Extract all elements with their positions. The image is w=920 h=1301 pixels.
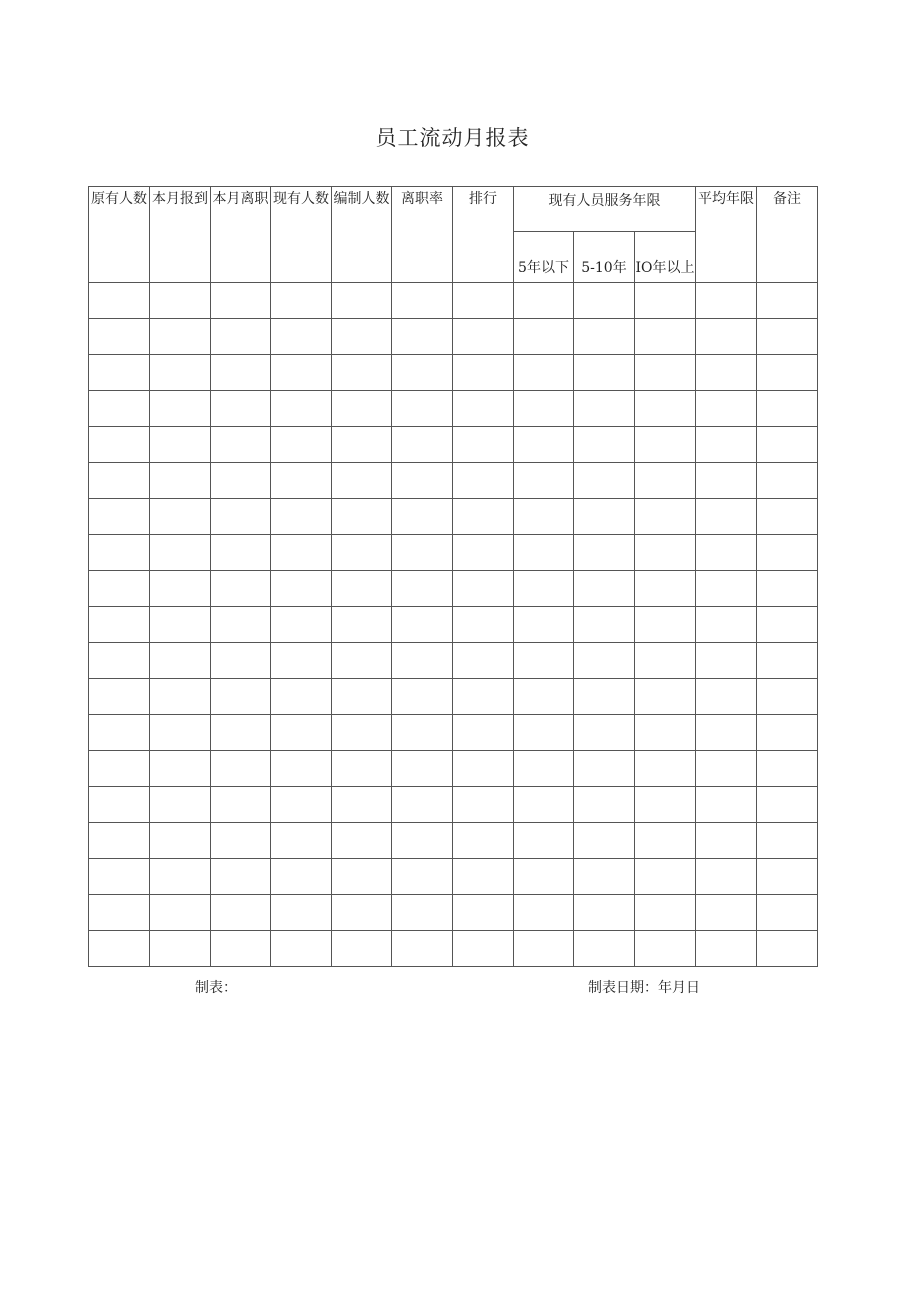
table-cell[interactable]	[392, 427, 453, 463]
table-cell[interactable]	[392, 571, 453, 607]
table-cell[interactable]	[211, 715, 271, 751]
table-cell[interactable]	[392, 715, 453, 751]
table-cell[interactable]	[332, 715, 392, 751]
table-cell[interactable]	[211, 463, 271, 499]
table-cell[interactable]	[392, 283, 453, 319]
table-cell[interactable]	[453, 283, 514, 319]
table-cell[interactable]	[332, 535, 392, 571]
table-cell[interactable]	[392, 499, 453, 535]
table-cell[interactable]	[392, 319, 453, 355]
table-row	[89, 535, 818, 571]
table-cell[interactable]	[757, 787, 818, 823]
prepared-by-label: 制表：	[195, 980, 237, 996]
table-cell[interactable]	[211, 859, 271, 895]
table-cell[interactable]	[574, 463, 635, 499]
table-cell[interactable]	[453, 823, 514, 859]
header-average-years: 平均年限	[696, 187, 757, 283]
table-cell[interactable]	[757, 355, 818, 391]
table-cell[interactable]	[89, 283, 150, 319]
table-cell[interactable]	[453, 427, 514, 463]
header-original-count: 原有人数	[89, 187, 150, 283]
table-cell[interactable]	[453, 391, 514, 427]
table-cell[interactable]	[211, 751, 271, 787]
table-cell[interactable]	[635, 391, 696, 427]
table-cell[interactable]	[150, 571, 211, 607]
table-cell[interactable]	[89, 427, 150, 463]
table-cell[interactable]	[392, 607, 453, 643]
table-cell[interactable]	[574, 787, 635, 823]
table-cell[interactable]	[757, 643, 818, 679]
table-cell[interactable]	[574, 499, 635, 535]
header-remarks: 备注	[757, 187, 818, 283]
table-cell[interactable]	[150, 463, 211, 499]
table-cell[interactable]	[332, 679, 392, 715]
table-cell[interactable]	[696, 283, 757, 319]
table-cell[interactable]	[635, 427, 696, 463]
table-cell[interactable]	[332, 787, 392, 823]
header-ranking: 排行	[453, 187, 514, 283]
table-cell[interactable]	[635, 283, 696, 319]
table-cell[interactable]	[89, 679, 150, 715]
header-staffing-count: 编制人数	[332, 187, 392, 283]
table-cell[interactable]	[392, 355, 453, 391]
table-cell[interactable]	[514, 859, 574, 895]
table-cell[interactable]	[150, 787, 211, 823]
table-cell[interactable]	[574, 607, 635, 643]
table-cell[interactable]	[757, 283, 818, 319]
table-cell[interactable]	[332, 895, 392, 931]
table-cell[interactable]	[271, 607, 332, 643]
header-turnover-rate: 离职率	[392, 187, 453, 283]
table-cell[interactable]	[635, 355, 696, 391]
table-cell[interactable]	[89, 751, 150, 787]
table-cell[interactable]	[696, 463, 757, 499]
table-row	[89, 355, 818, 391]
table-cell[interactable]	[150, 427, 211, 463]
table-cell[interactable]	[696, 787, 757, 823]
table-row	[89, 283, 818, 319]
table-cell[interactable]	[271, 895, 332, 931]
table-cell[interactable]	[757, 463, 818, 499]
table-cell[interactable]	[332, 463, 392, 499]
table-cell[interactable]	[757, 319, 818, 355]
table-cell[interactable]	[211, 823, 271, 859]
table-cell[interactable]	[757, 571, 818, 607]
table-cell[interactable]	[150, 931, 211, 967]
table-cell[interactable]	[574, 643, 635, 679]
table-cell[interactable]	[453, 319, 514, 355]
table-cell[interactable]	[696, 319, 757, 355]
table-cell[interactable]	[271, 319, 332, 355]
table-cell[interactable]	[635, 499, 696, 535]
table-cell[interactable]	[696, 427, 757, 463]
table-cell[interactable]	[635, 319, 696, 355]
table-cell[interactable]	[150, 643, 211, 679]
table-cell[interactable]	[696, 355, 757, 391]
table-cell[interactable]	[271, 931, 332, 967]
table-cell[interactable]	[635, 823, 696, 859]
table-row	[89, 499, 818, 535]
table-row	[89, 931, 818, 967]
table-cell[interactable]	[332, 319, 392, 355]
table-cell[interactable]	[392, 463, 453, 499]
table-cell[interactable]	[696, 391, 757, 427]
table-cell[interactable]	[453, 499, 514, 535]
table-cell[interactable]	[271, 823, 332, 859]
table-cell[interactable]	[150, 535, 211, 571]
table-cell[interactable]	[271, 427, 332, 463]
table-cell[interactable]	[392, 643, 453, 679]
table-cell[interactable]	[757, 859, 818, 895]
header-service-years-group: 现有人员服务年限	[514, 187, 696, 232]
table-cell[interactable]	[271, 571, 332, 607]
table-row	[89, 463, 818, 499]
table-cell[interactable]	[271, 391, 332, 427]
table-cell[interactable]	[514, 715, 574, 751]
table-cell[interactable]	[514, 535, 574, 571]
table-cell[interactable]	[211, 427, 271, 463]
table-cell[interactable]	[392, 679, 453, 715]
table-cell[interactable]	[150, 319, 211, 355]
table-cell[interactable]	[150, 391, 211, 427]
table-cell[interactable]	[150, 823, 211, 859]
table-cell[interactable]	[514, 679, 574, 715]
table-cell[interactable]	[514, 499, 574, 535]
table-cell[interactable]	[514, 751, 574, 787]
table-cell[interactable]	[574, 427, 635, 463]
table-cell[interactable]	[696, 535, 757, 571]
table-cell[interactable]	[89, 787, 150, 823]
table-cell[interactable]	[453, 355, 514, 391]
table-cell[interactable]	[332, 355, 392, 391]
table-cell[interactable]	[574, 679, 635, 715]
table-cell[interactable]	[635, 751, 696, 787]
table-cell[interactable]	[696, 895, 757, 931]
header-row	[89, 187, 818, 232]
table-cell[interactable]	[392, 895, 453, 931]
table-cell[interactable]	[211, 931, 271, 967]
table-cell[interactable]	[453, 787, 514, 823]
table-cell[interactable]	[635, 931, 696, 967]
table-cell[interactable]	[635, 643, 696, 679]
table-cell[interactable]	[89, 391, 150, 427]
table-cell[interactable]	[271, 751, 332, 787]
table-cell[interactable]	[453, 571, 514, 607]
table-cell[interactable]	[392, 391, 453, 427]
table-cell[interactable]	[211, 571, 271, 607]
table-cell[interactable]	[696, 607, 757, 643]
table-cell[interactable]	[757, 391, 818, 427]
table-cell[interactable]	[574, 931, 635, 967]
table-cell[interactable]	[453, 751, 514, 787]
table-cell[interactable]	[271, 643, 332, 679]
table-cell[interactable]	[271, 355, 332, 391]
table-cell[interactable]	[574, 823, 635, 859]
table-cell[interactable]	[696, 823, 757, 859]
table-cell[interactable]	[332, 391, 392, 427]
table-cell[interactable]	[757, 751, 818, 787]
table-cell[interactable]	[757, 499, 818, 535]
table-cell[interactable]	[574, 319, 635, 355]
table-cell[interactable]	[332, 607, 392, 643]
table-cell[interactable]	[392, 859, 453, 895]
table-cell[interactable]	[574, 751, 635, 787]
header-reported-this-month: 本月报到	[150, 187, 211, 283]
table-row	[89, 679, 818, 715]
table-cell[interactable]	[453, 859, 514, 895]
table-cell[interactable]	[696, 931, 757, 967]
table-row	[89, 643, 818, 679]
table-cell[interactable]	[271, 499, 332, 535]
table-cell[interactable]	[211, 535, 271, 571]
table-cell[interactable]	[271, 715, 332, 751]
table-cell[interactable]	[332, 643, 392, 679]
table-cell[interactable]	[392, 823, 453, 859]
table-cell[interactable]	[211, 391, 271, 427]
table-cell[interactable]	[514, 823, 574, 859]
header-5-to-10-years: 5-10年	[574, 232, 635, 283]
table-cell[interactable]	[211, 283, 271, 319]
table-cell[interactable]	[514, 607, 574, 643]
table-cell[interactable]	[271, 535, 332, 571]
table-cell[interactable]	[757, 679, 818, 715]
table-cell[interactable]	[757, 427, 818, 463]
table-cell[interactable]	[89, 607, 150, 643]
table-cell[interactable]	[757, 715, 818, 751]
staff-turnover-table	[88, 186, 818, 967]
table-cell[interactable]	[757, 823, 818, 859]
table-cell[interactable]	[514, 463, 574, 499]
table-cell[interactable]	[635, 535, 696, 571]
table-cell[interactable]	[696, 499, 757, 535]
table-cell[interactable]	[89, 715, 150, 751]
prepared-date-label: 制表日期：年月日	[588, 980, 700, 996]
table-cell[interactable]	[271, 787, 332, 823]
table-cell[interactable]	[89, 571, 150, 607]
table-cell[interactable]	[392, 751, 453, 787]
table-cell[interactable]	[635, 463, 696, 499]
header-current-count: 现有人数	[271, 187, 332, 283]
table-cell[interactable]	[150, 715, 211, 751]
table-cell[interactable]	[574, 571, 635, 607]
table-cell[interactable]	[453, 895, 514, 931]
table-row	[89, 427, 818, 463]
table-cell[interactable]	[635, 895, 696, 931]
table-cell[interactable]	[514, 319, 574, 355]
table-cell[interactable]	[574, 391, 635, 427]
table-cell[interactable]	[635, 571, 696, 607]
table-cell[interactable]	[150, 607, 211, 643]
table-cell[interactable]	[514, 787, 574, 823]
table-cell[interactable]	[514, 391, 574, 427]
table-row	[89, 895, 818, 931]
header-over-10-years: IO年以上	[635, 232, 696, 283]
table-cell[interactable]	[89, 319, 150, 355]
table-cell[interactable]	[635, 679, 696, 715]
table-cell[interactable]	[514, 427, 574, 463]
report-title: 员工流动月报表	[375, 126, 530, 150]
table-cell[interactable]	[150, 499, 211, 535]
table-row	[89, 391, 818, 427]
table-cell[interactable]	[211, 787, 271, 823]
table-cell[interactable]	[332, 823, 392, 859]
table-row	[89, 715, 818, 751]
table-cell[interactable]	[757, 931, 818, 967]
table-cell[interactable]	[392, 931, 453, 967]
table-cell[interactable]	[211, 895, 271, 931]
table-cell[interactable]	[574, 283, 635, 319]
table-cell[interactable]	[271, 463, 332, 499]
table-cell[interactable]	[757, 607, 818, 643]
table-cell[interactable]	[453, 607, 514, 643]
table-cell[interactable]	[150, 895, 211, 931]
table-cell[interactable]	[696, 571, 757, 607]
table-cell[interactable]	[514, 571, 574, 607]
table-cell[interactable]	[150, 751, 211, 787]
header-resigned-this-month: 本月离职	[211, 187, 271, 283]
table-row	[89, 787, 818, 823]
table-cell[interactable]	[89, 463, 150, 499]
table-cell[interactable]	[89, 643, 150, 679]
table-row	[89, 607, 818, 643]
table-cell[interactable]	[211, 499, 271, 535]
table-cell[interactable]	[574, 895, 635, 931]
table-cell[interactable]	[696, 643, 757, 679]
table-cell[interactable]	[332, 751, 392, 787]
table-cell[interactable]	[635, 859, 696, 895]
table-cell[interactable]	[514, 355, 574, 391]
table-cell[interactable]	[332, 571, 392, 607]
table-row	[89, 823, 818, 859]
table-cell[interactable]	[453, 463, 514, 499]
table-cell[interactable]	[635, 715, 696, 751]
table-row	[89, 319, 818, 355]
table-cell[interactable]	[89, 895, 150, 931]
table-cell[interactable]	[514, 895, 574, 931]
table-cell[interactable]	[696, 751, 757, 787]
table-cell[interactable]	[574, 859, 635, 895]
table-cell[interactable]	[453, 931, 514, 967]
table-cell[interactable]	[211, 355, 271, 391]
table-cell[interactable]	[696, 859, 757, 895]
table-cell[interactable]	[757, 535, 818, 571]
table-cell[interactable]	[332, 931, 392, 967]
table-cell[interactable]	[271, 859, 332, 895]
table-cell[interactable]	[392, 787, 453, 823]
table-cell[interactable]	[453, 679, 514, 715]
table-cell[interactable]	[696, 679, 757, 715]
table-cell[interactable]	[574, 535, 635, 571]
table-cell[interactable]	[574, 355, 635, 391]
table-cell[interactable]	[271, 283, 332, 319]
table-cell[interactable]	[514, 643, 574, 679]
table-cell[interactable]	[211, 607, 271, 643]
table-row	[89, 859, 818, 895]
table-cell[interactable]	[89, 823, 150, 859]
table-cell[interactable]	[757, 895, 818, 931]
table-row	[89, 571, 818, 607]
table-cell[interactable]	[696, 715, 757, 751]
table-cell[interactable]	[635, 607, 696, 643]
table-cell[interactable]	[453, 535, 514, 571]
table-cell[interactable]	[89, 535, 150, 571]
table-cell[interactable]	[453, 643, 514, 679]
table-cell[interactable]	[89, 499, 150, 535]
table-cell[interactable]	[150, 355, 211, 391]
table-row	[89, 751, 818, 787]
table-cell[interactable]	[89, 931, 150, 967]
table-cell[interactable]	[332, 499, 392, 535]
table-cell[interactable]	[150, 679, 211, 715]
table-cell[interactable]	[211, 643, 271, 679]
table-cell[interactable]	[150, 859, 211, 895]
table-cell[interactable]	[574, 715, 635, 751]
table-cell[interactable]	[514, 931, 574, 967]
table-cell[interactable]	[89, 859, 150, 895]
table-cell[interactable]	[332, 859, 392, 895]
table-cell[interactable]	[211, 319, 271, 355]
table-cell[interactable]	[271, 679, 332, 715]
table-cell[interactable]	[392, 535, 453, 571]
header-under-5-years: 5年以下	[514, 232, 574, 283]
table-cell[interactable]	[453, 715, 514, 751]
table-cell[interactable]	[635, 787, 696, 823]
table-cell[interactable]	[211, 679, 271, 715]
table-cell[interactable]	[150, 283, 211, 319]
table-cell[interactable]	[332, 427, 392, 463]
table-cell[interactable]	[89, 355, 150, 391]
table-cell[interactable]	[514, 283, 574, 319]
table-cell[interactable]	[332, 283, 392, 319]
